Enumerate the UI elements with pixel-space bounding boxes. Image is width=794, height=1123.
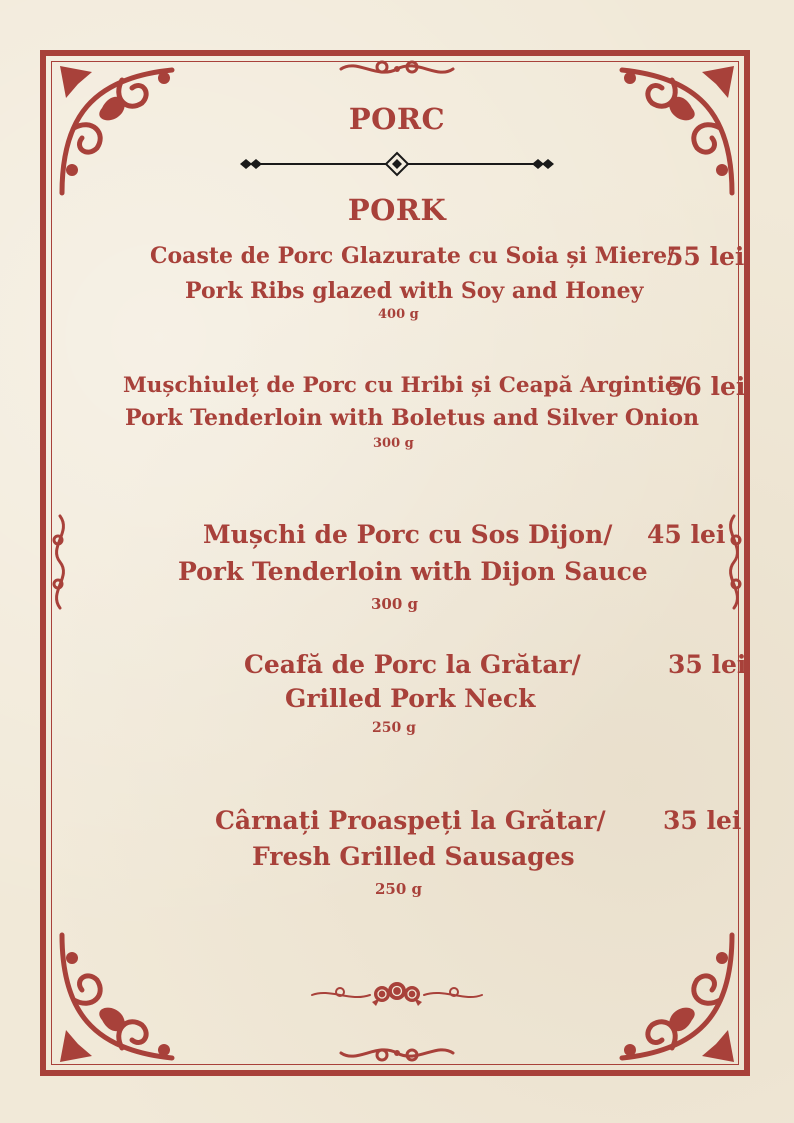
- item-name-en: Pork Tenderloin with Boletus and Silver Onion: [125, 405, 700, 431]
- item-price: 55 lei: [666, 242, 745, 271]
- item-name-ro: Coaste de Porc Glazurate cu Soia și Miere/: [150, 243, 676, 269]
- diamond-divider-icon: [236, 150, 558, 178]
- item-price: 35 lei: [663, 806, 742, 835]
- item-weight: 250 g: [372, 720, 416, 736]
- item-weight: 300 g: [373, 436, 414, 451]
- corner-flourish-icon: [52, 930, 192, 1070]
- title-en: PORK: [347, 193, 447, 227]
- item-price: 35 lei: [668, 650, 747, 679]
- corner-flourish-icon: [602, 930, 742, 1070]
- item-name-ro: Mușchiuleț de Porc cu Hribi și Ceapă Argintie/: [123, 373, 687, 398]
- item-name-ro: Ceafă de Porc la Grătar/: [244, 650, 581, 679]
- item-name-ro: Cârnați Proaspeți la Grătar/: [215, 806, 606, 835]
- side-scroll-icon: [48, 512, 72, 612]
- side-scroll-icon: [722, 512, 746, 612]
- title-ro: PORC: [348, 102, 446, 136]
- item-weight: 400 g: [378, 307, 419, 322]
- rose-divider-icon: [310, 980, 484, 1010]
- item-name-ro: Mușchi de Porc cu Sos Dijon/: [203, 520, 613, 549]
- item-name-en: Pork Ribs glazed with Soy and Honey: [185, 278, 644, 304]
- item-name-en: Grilled Pork Neck: [285, 684, 536, 713]
- item-price: 45 lei: [647, 520, 726, 549]
- item-name-en: Fresh Grilled Sausages: [252, 842, 575, 871]
- item-weight: 300 g: [371, 595, 419, 613]
- item-weight: 250 g: [375, 880, 423, 898]
- item-price: 56 lei: [667, 372, 746, 401]
- item-name-en: Pork Tenderloin with Dijon Sauce: [178, 557, 648, 586]
- bottom-scroll-icon: [337, 1040, 457, 1066]
- top-scroll-icon: [337, 56, 457, 82]
